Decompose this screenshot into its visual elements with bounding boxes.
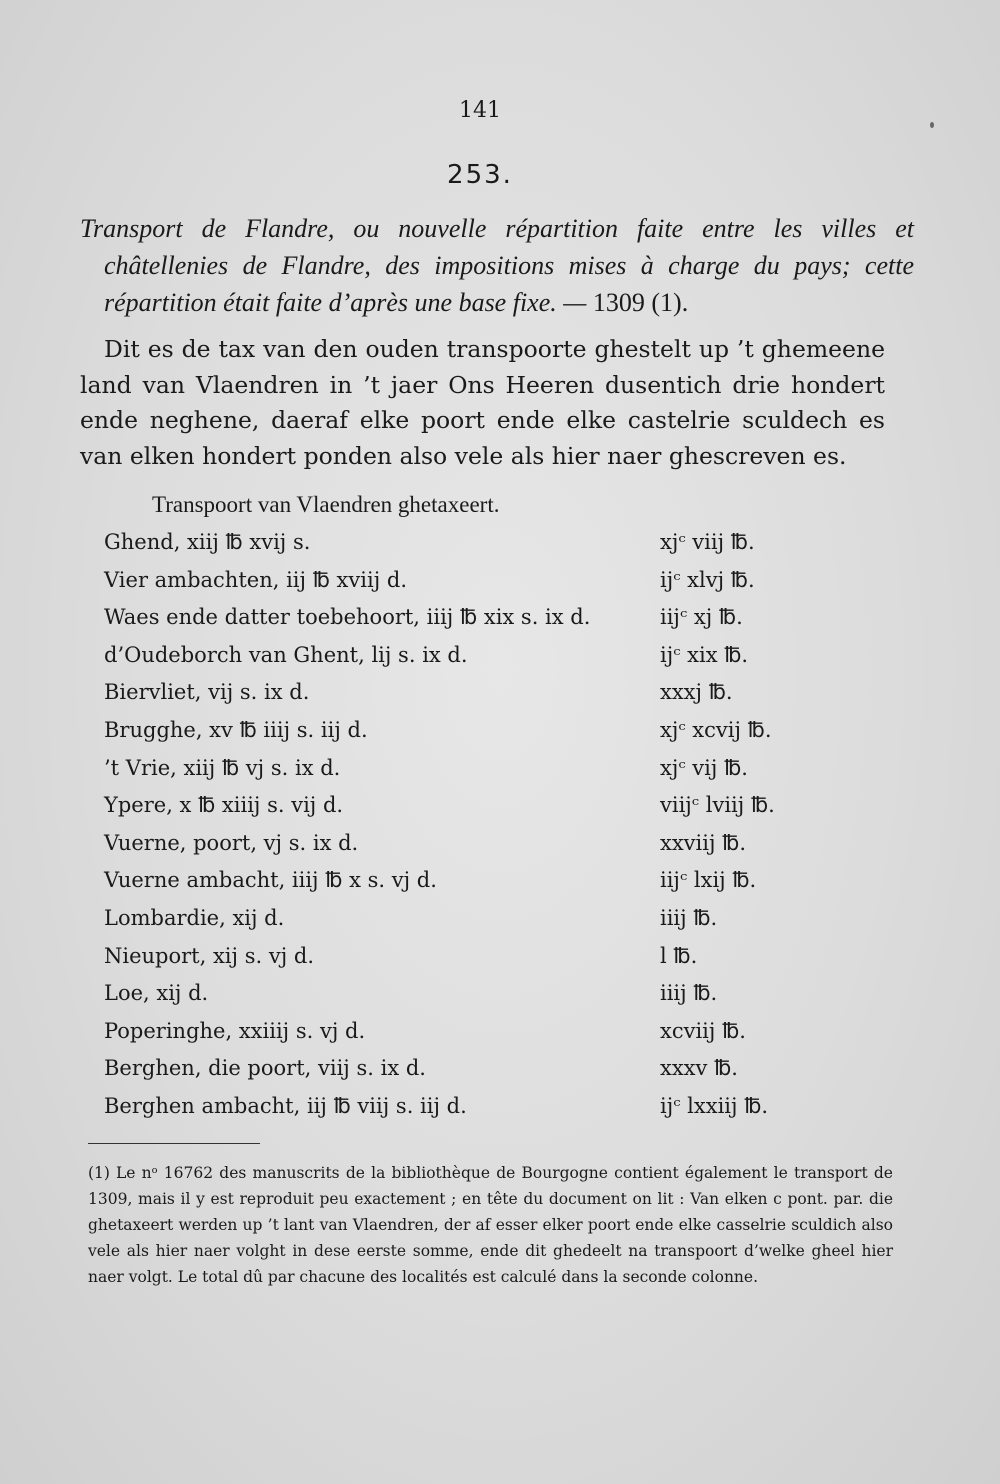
table-row: [104, 865, 824, 903]
table-row: [104, 715, 824, 753]
table-row: [104, 527, 824, 565]
row-total: ijᶜ lxxiij ℔.: [660, 1093, 769, 1118]
row-place: Waes ende datter toebehoort, iiij ℔ xix s. ix d.: [104, 605, 591, 630]
footnote-divider: [88, 1143, 260, 1144]
document-summary: [80, 210, 914, 321]
row-total: xxxj ℔.: [660, 680, 733, 705]
table-row: [104, 903, 824, 941]
row-total: xjᶜ vij ℔.: [660, 755, 748, 780]
row-place: Poperinghe, xxiiij s. vj d.: [104, 1018, 366, 1043]
footnote: [88, 1160, 893, 1290]
row-place: Nieuport, xij s. vj d.: [104, 943, 314, 968]
summary-note-reference: (1).: [651, 288, 689, 317]
summary-text: Transport de Flandre, ou nouvelle répartition faite entre les villes et châtellenies de Flandre, des impositions mises à charge du pays; cette répartition était faite d’après une base fixe. —: [80, 214, 914, 317]
tax-table: [104, 527, 824, 1129]
table-row: [104, 941, 824, 979]
intro-paragraph: Dit es de tax van den ouden transpoorte ghestelt up ’t ghemeene land van Vlaendren in ’t jaer Ons Heeren dusentich drie hondert ende neghene, daeraf elke poort ende elke castelrie sculdech es van elken hondert ponden also vele als hier naer ghescreven es.: [80, 335, 885, 470]
row-total: iiij ℔.: [660, 981, 718, 1006]
row-total: iijᶜ xj ℔.: [660, 605, 743, 630]
row-total: xcviij ℔.: [660, 1018, 746, 1043]
document-number: 253.: [447, 160, 513, 190]
row-place: Lombardie, xij d.: [104, 905, 285, 930]
table-row: [104, 978, 824, 1016]
row-total: ijᶜ xlvj ℔.: [660, 567, 755, 592]
row-place: Berghen, die poort, viij s. ix d.: [104, 1056, 426, 1081]
row-place: Berghen ambacht, iij ℔ viij s. iij d.: [104, 1093, 467, 1118]
row-place: Ghend, xiij ℔ xvij s.: [104, 530, 311, 554]
row-place: Biervliet, vij s. ix d.: [104, 680, 310, 705]
row-place: d’Oudeborch van Ghent, lij s. ix d.: [104, 642, 468, 667]
page-number: 141: [459, 98, 501, 123]
row-total: ijᶜ xix ℔.: [660, 642, 749, 667]
row-place: ’t Vrie, xiij ℔ vj s. ix d.: [104, 755, 341, 780]
table-row: [104, 677, 824, 715]
table-row: [104, 1091, 824, 1129]
row-total: xxviij ℔.: [660, 830, 747, 855]
footnote-text: Le nᵒ 16762 des manuscrits de la bibliothèque de Bourgogne contient également le transport de 1309, mais il y est reproduit peu exactement ; en tête du document on lit : Van elken c pont. par. die ghetaxeert werden up ’t lant van Vlaendren, der af esser elker poort ende elke casselrie sculdich also vele als hier naer volght in dese eerste somme, ende dit ghedeelt na transpoort d’welke gheel hier naer volgt. Le total dû par chacune des localités est calculé dans la seconde colonne.: [88, 1164, 893, 1286]
row-total: l ℔.: [660, 943, 698, 968]
row-place: Brugghe, xv ℔ iiij s. iij d.: [104, 717, 368, 742]
table-row: [104, 640, 824, 678]
row-place: Vuerne ambacht, iiij ℔ x s. vj d.: [104, 868, 437, 893]
row-total: xjᶜ xcvij ℔.: [660, 717, 772, 742]
table-row: [104, 1016, 824, 1054]
table-row: [104, 602, 824, 640]
row-place: Vuerne, poort, vj s. ix d.: [104, 830, 359, 855]
table-row: [104, 1053, 824, 1091]
paper-spot: [930, 122, 934, 128]
row-total: xjᶜ viij ℔.: [660, 530, 755, 554]
row-total: viijᶜ lviij ℔.: [660, 793, 775, 818]
table-row: [104, 790, 824, 828]
table-row: [104, 753, 824, 791]
row-total: iijᶜ lxij ℔.: [660, 868, 757, 893]
table-row: [104, 565, 824, 603]
row-place: Loe, xij d.: [104, 981, 209, 1006]
row-place: Ypere, x ℔ xiiij s. vij d.: [104, 793, 344, 818]
row-total: iiij ℔.: [660, 905, 718, 930]
row-total: xxxv ℔.: [660, 1056, 738, 1081]
row-place: Vier ambachten, iij ℔ xviij d.: [104, 567, 407, 592]
summary-year: 1309: [592, 288, 645, 317]
table-title: Transpoort van Vlaendren ghetaxeert.: [152, 492, 500, 517]
footnote-marker: (1): [88, 1164, 110, 1182]
table-row: [104, 828, 824, 866]
